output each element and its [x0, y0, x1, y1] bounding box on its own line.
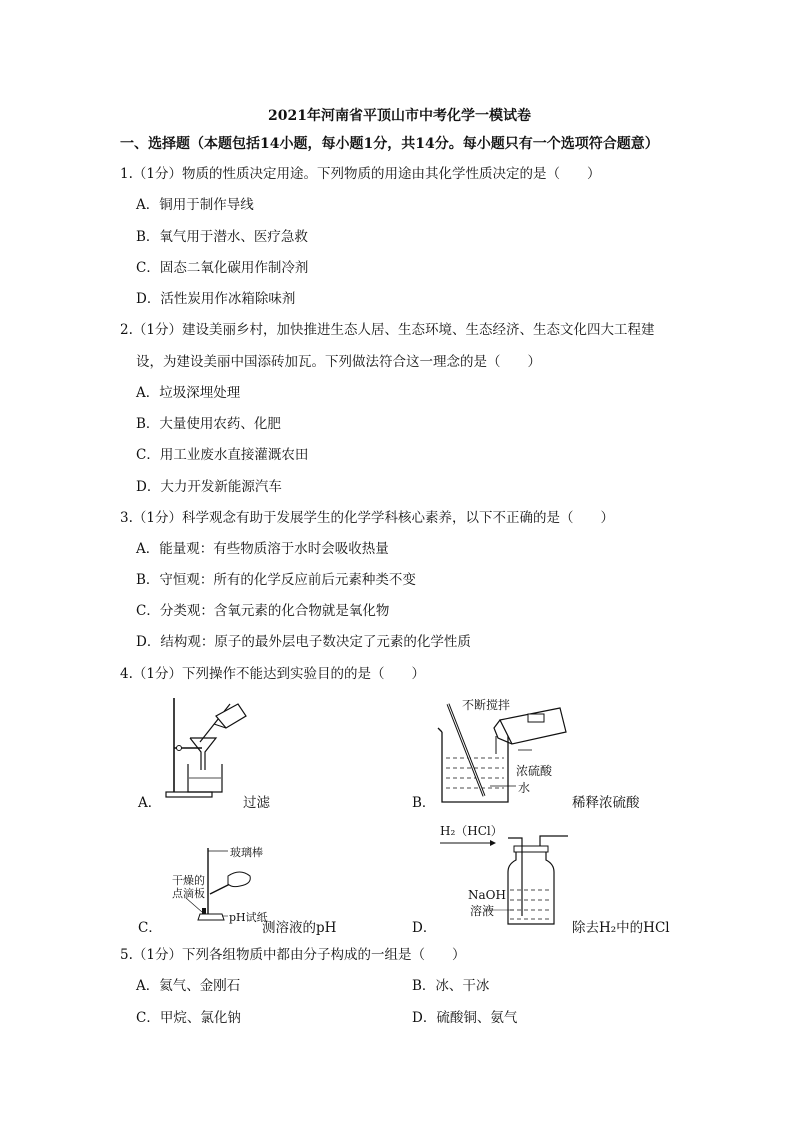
- gas-inlet-label: H₂（HCl）: [440, 824, 503, 838]
- question-5-stem: 5.（1分）下列各组物质中都由分子构成的一组是（ ）: [120, 947, 466, 963]
- filtration-apparatus-figure: [160, 694, 250, 804]
- glass-rod-label: 玻璃棒: [230, 846, 263, 859]
- section-heading: 一、选择题（本题包括14小题，每小题1分，共14分。每小题只有一个选项符合题意）: [120, 136, 659, 152]
- question-3-stem: 3.（1分）科学观念有助于发展学生的化学学科核心素养，以下不正确的是（ ）: [120, 510, 614, 526]
- question-1-stem: 1.（1分）物质的性质决定用途。下列物质的用途由其化学性质决定的是（ ）: [120, 166, 601, 182]
- question-1-option-d[interactable]: D．活性炭用作冰箱除味剂: [136, 291, 296, 307]
- question-5-option-d[interactable]: D．硫酸铜、氨气: [412, 1010, 518, 1026]
- question-4-option-c-letter[interactable]: C．: [138, 920, 162, 936]
- question-3-option-d[interactable]: D．结构观：原子的最外层电子数决定了元素的化学性质: [136, 634, 471, 650]
- question-3-option-a[interactable]: A．能量观：有些物质溶于水时会吸收热量: [136, 541, 389, 557]
- plate-label-line2: 点滴板: [172, 887, 205, 900]
- question-4-option-b-letter[interactable]: B．: [412, 795, 436, 811]
- question-4-option-c-caption: 测溶液的pH: [262, 920, 337, 936]
- question-4-stem: 4.（1分）下列操作不能达到实验目的的是（ ）: [120, 666, 425, 682]
- naoh-label-line2: 溶液: [470, 904, 495, 918]
- question-5-option-b[interactable]: B．冰、干冰: [412, 978, 490, 994]
- question-1-option-b[interactable]: B．氧气用于潜水、医疗急救: [136, 229, 308, 245]
- ph-paper-label: pH试纸: [229, 911, 268, 924]
- naoh-label-line1: NaOH: [468, 888, 506, 902]
- question-2-option-d[interactable]: D．大力开发新能源汽车: [136, 479, 282, 495]
- question-2-option-b[interactable]: B．大量使用农药、化肥: [136, 416, 281, 432]
- plate-label-line1: 干燥的: [172, 874, 205, 887]
- question-4-option-d-caption: 除去H₂中的HCl: [572, 920, 670, 936]
- gas-washing-figure: [436, 828, 576, 928]
- question-1-option-c[interactable]: C．固态二氧化碳用作制冷剂: [136, 260, 309, 276]
- question-5-option-c[interactable]: C．甲烷、氯化钠: [136, 1010, 241, 1026]
- dilution-apparatus-figure: [436, 698, 576, 806]
- page-title: 2021年河南省平顶山市中考化学一模试卷: [268, 108, 531, 124]
- question-2-stem-line2: 设，为建设美丽中国添砖加瓦。下列做法符合这一理念的是（ ）: [136, 354, 541, 370]
- question-4-option-a-caption: 过滤: [243, 795, 270, 811]
- question-1-option-a[interactable]: A．铜用于制作导线: [136, 197, 254, 213]
- acid-label: 浓硫酸: [516, 764, 553, 778]
- question-4-option-a-letter[interactable]: A．: [138, 795, 162, 811]
- question-2-option-a[interactable]: A．垃圾深埋处理: [136, 385, 241, 401]
- question-3-option-c[interactable]: C．分类观：含氧元素的化合物就是氧化物: [136, 603, 390, 619]
- question-3-option-b[interactable]: B．守恒观：所有的化学反应前后元素种类不变: [136, 572, 416, 588]
- question-5-option-a[interactable]: A．氦气、金刚石: [136, 978, 241, 994]
- question-2-option-c[interactable]: C．用工业废水直接灌溉农田: [136, 447, 309, 463]
- question-4-option-d-letter[interactable]: D．: [412, 920, 437, 936]
- question-2-stem-line1: 2.（1分）建设美丽乡村，加快推进生态人居、生态环境、生态经济、生态文化四大工程建: [120, 322, 655, 338]
- water-label: 水: [518, 781, 531, 795]
- stir-label: 不断搅拌: [462, 698, 511, 712]
- question-4-option-b-caption: 稀释浓硫酸: [572, 795, 640, 811]
